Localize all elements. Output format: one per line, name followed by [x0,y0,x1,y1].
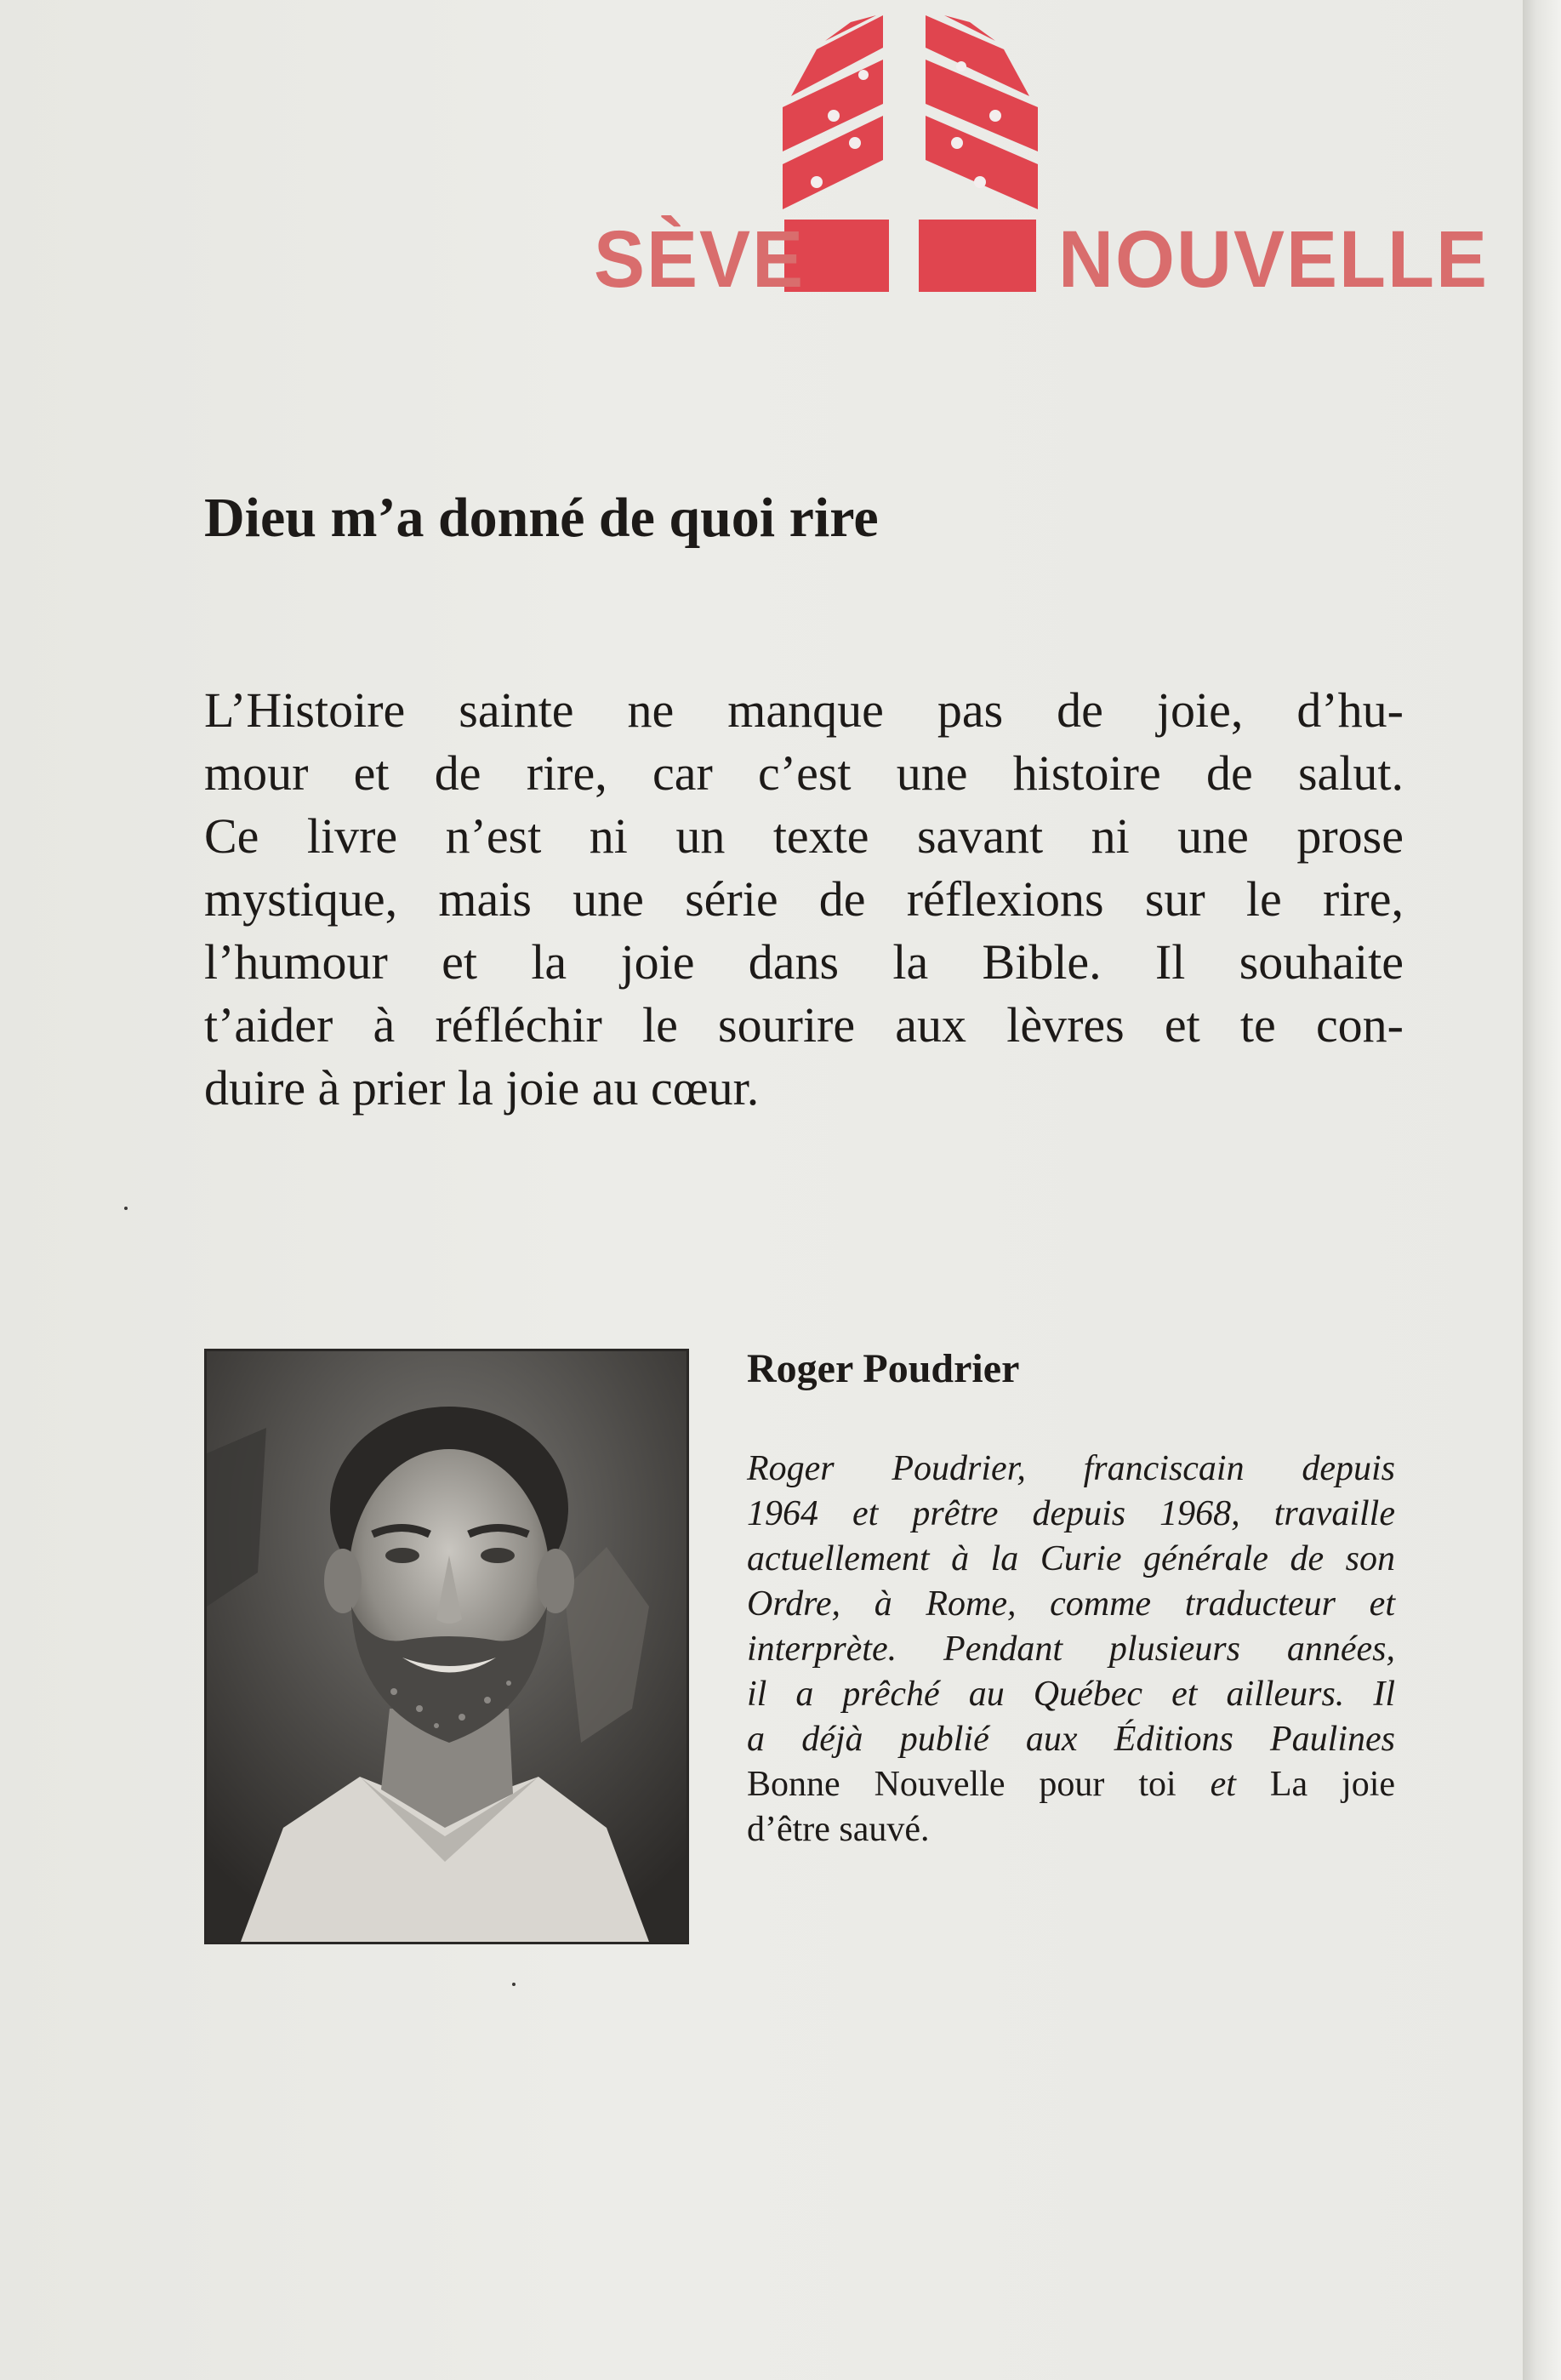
bio-line: 1964 et prêtre depuis 1968, travaille [747,1494,1395,1533]
bio-line: a déjà publié aux Éditions Paulines [747,1720,1395,1759]
bio-line: Ordre, à Rome, comme traducteur et [747,1584,1395,1624]
description-line: mour et de rire, car c’est une histoire de salut. [204,745,1404,801]
bio-line: interprète. Pendant plusieurs années, [747,1629,1395,1669]
paper-speck [124,1207,128,1210]
brand-word-seve: SÈVE [594,214,806,305]
brand-word-nouvelle: NOUVELLE [1058,214,1490,305]
paper-speck [512,1983,516,1986]
author-photo [204,1349,689,1944]
bio-connector: et [1210,1765,1236,1804]
description-line: mystique, mais une série de réflexions sur le rire, [204,871,1404,927]
bio-line-end: d’être sauvé. [747,1810,930,1849]
bio-line-books [747,1762,1395,1807]
description-line: duire à prier la joie au cœur. [204,1060,760,1116]
description-line: t’aider à réfléchir le sourire aux lèvres et te con- [204,997,1404,1053]
description-line: L’Histoire sainte ne manque pas de joie, d’hu- [204,682,1404,738]
description-line: l’humour et la joie dans la Bible. Il souhaite [204,934,1404,990]
book-title-bonne-nouvelle: Bonne Nouvelle pour toi [747,1765,1176,1804]
book-title: Dieu m’a donné de quoi rire [204,487,879,549]
author-portrait-icon [207,1351,686,1942]
bio-line: actuellement à la Curie générale de son [747,1539,1395,1578]
book-title-la-joie: La joie [1269,1765,1396,1804]
description-line: Ce livre n’est ni un texte savant ni une prose [204,808,1404,864]
book-description [204,679,1404,1120]
cover-edge [1523,0,1561,2380]
author-name: Roger Poudrier [747,1346,1020,1391]
author-bio [747,1447,1395,1852]
tree-emblem-icon [783,15,1038,292]
bio-line: Roger Poudrier, franciscain depuis [747,1449,1395,1488]
bio-line: il a prêché au Québec et ailleurs. Il [747,1675,1395,1714]
